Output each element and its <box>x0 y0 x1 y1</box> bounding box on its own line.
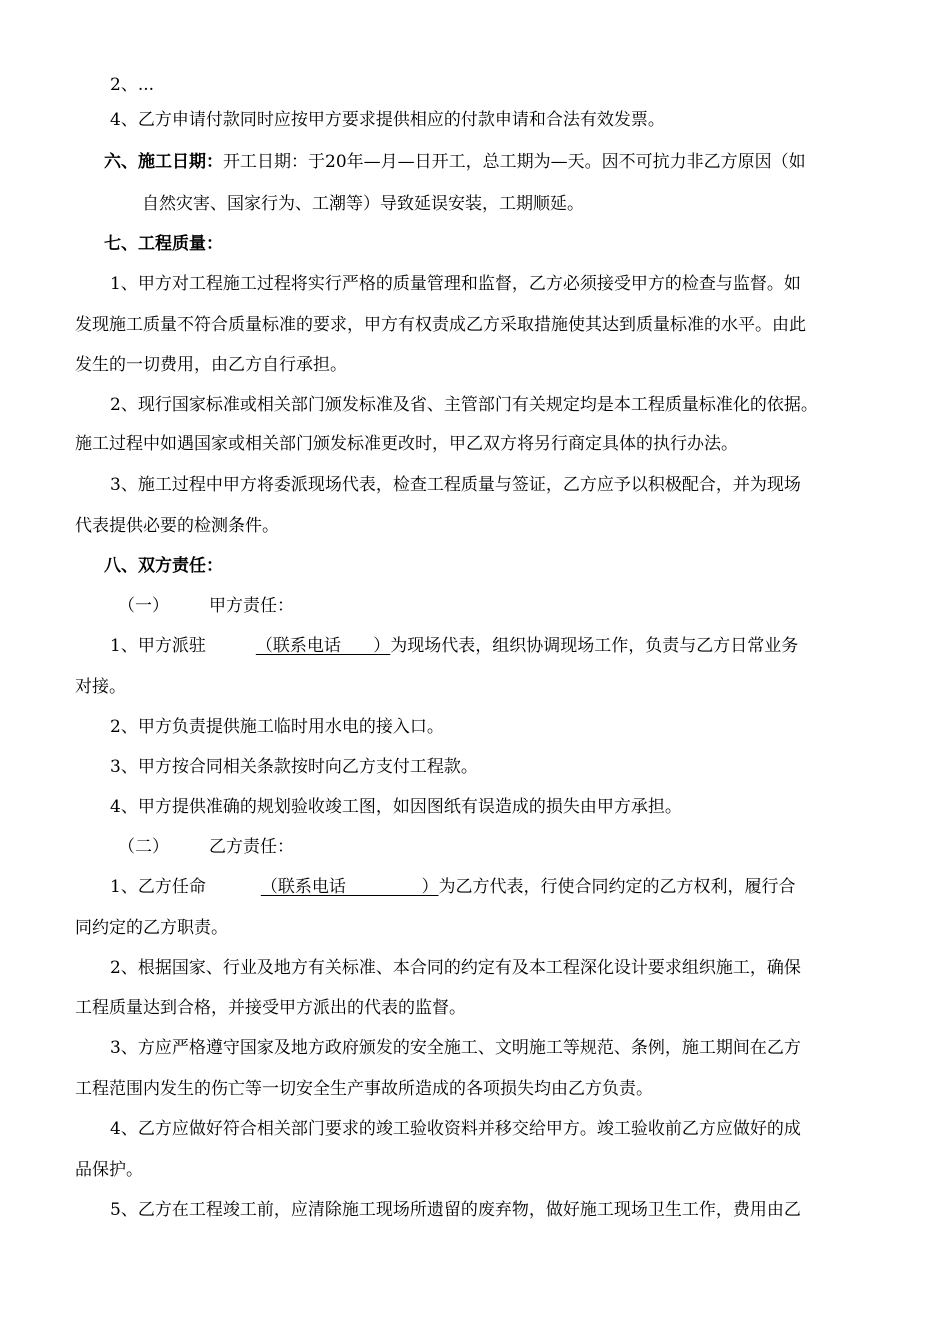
contact-phone-blank: （联系电话 ） <box>255 636 391 656</box>
list-item: 2、... <box>110 75 155 95</box>
subsection-number: （二） <box>118 837 169 857</box>
section-heading: 七、工程质量： <box>104 234 223 254</box>
paragraph-line: 对接。 <box>75 677 126 697</box>
paragraph-line: 同约定的乙方职责。 <box>75 918 228 938</box>
list-item: 4、甲方提供准确的规划验收竣工图，如因图纸有误造成的损失由甲方承担。 <box>110 797 682 817</box>
paragraph-line: 工程质量达到合格，并接受甲方派出的代表的监督。 <box>75 998 466 1018</box>
paragraph-line: 3、施工过程中甲方将委派现场代表，检查工程质量与签证，乙方应予以积极配合，并为现场 <box>110 475 801 495</box>
paragraph-line: 发生的一切费用，由乙方自行承担。 <box>75 355 347 375</box>
contact-phone-blank: （联系电话 ） <box>260 877 439 897</box>
paragraph-line <box>110 634 798 658</box>
section-heading: 八、双方责任： <box>104 556 223 576</box>
paragraph-line: 5、乙方在工程竣工前，应清除施工现场所遗留的废弃物，做好施工现场卫生工作，费用由乙 <box>110 1200 801 1220</box>
paragraph-line: 工程范围内发生的伤亡等一切安全生产事故所造成的各项损失均由乙方负责。 <box>75 1079 653 1099</box>
paragraph-line: 2、根据国家、行业及地方有关标准、本合同的约定有及本工程深化设计要求组织施工，确保 <box>110 958 801 978</box>
paragraph-line: 品保护。 <box>75 1160 143 1180</box>
paragraph-line: 发现施工质量不符合质量标准的要求，甲方有权责成乙方采取措施使其达到质量标准的水平。由此 <box>75 315 806 335</box>
paragraph-line: 3、方应严格遵守国家及地方政府颁发的安全施工、文明施工等规范、条例，施工期间在乙方 <box>110 1038 801 1058</box>
paragraph-line <box>110 875 795 899</box>
paragraph-line: 4、乙方应做好符合相关部门要求的竣工验收资料并移交给甲方。竣工验收前乙方应做好的成 <box>110 1119 801 1139</box>
subsection-heading <box>118 835 294 859</box>
paragraph-line: 施工过程中如遇国家或相关部门颁发标准更改时，甲乙双方将另行商定具体的执行办法。 <box>75 434 738 454</box>
subsection-number: （一） <box>118 596 169 616</box>
paragraph-line: 代表提供必要的检测条件。 <box>75 516 279 536</box>
list-item: 4、乙方申请付款同时应按甲方要求提供相应的付款申请和合法有效发票。 <box>110 110 665 130</box>
text-run: 为乙方代表，行使合同约定的乙方权利，履行合 <box>438 877 796 897</box>
section-6 <box>104 150 806 174</box>
section-heading: 六、施工日期： <box>104 152 223 172</box>
paragraph-line: 自然灾害、国家行为、工潮等）导致延误安装，工期顺延。 <box>142 194 584 214</box>
subsection-label: 甲方责任： <box>209 596 294 616</box>
text-run: 为现场代表，组织协调现场工作，负责与乙方日常业务 <box>390 636 799 656</box>
subsection-label: 乙方责任： <box>209 837 294 857</box>
section-text: 开工日期：于20年—月—日开工，总工期为—天。因不可抗力非乙方原因（如 <box>223 152 806 172</box>
paragraph-line: 1、甲方对工程施工过程将实行严格的质量管理和监督，乙方必须接受甲方的检查与监督。如 <box>110 274 801 294</box>
paragraph-line: 2、现行国家标准或相关部门颁发标准及省、主管部门有关规定均是本工程质量标准化的依据。 <box>110 395 818 415</box>
list-item: 2、甲方负责提供施工临时用水电的接入口。 <box>110 717 444 737</box>
list-item: 3、甲方按合同相关条款按时向乙方支付工程款。 <box>110 757 478 777</box>
text-run: 1、乙方任命 <box>110 877 206 897</box>
subsection-heading <box>118 594 294 618</box>
text-run: 1、甲方派驻 <box>110 636 206 656</box>
